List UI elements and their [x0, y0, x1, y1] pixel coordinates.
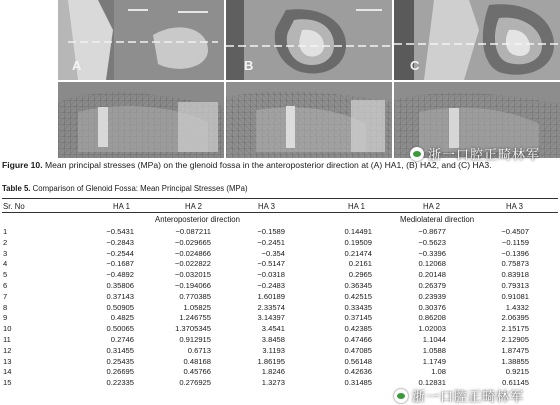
- stress-value: −0.8677: [418, 227, 446, 236]
- stress-value: 0.912915: [179, 335, 211, 344]
- stress-value: 0.20148: [418, 270, 446, 280]
- stress-value: 0.35806: [106, 281, 134, 290]
- stress-value: 2.15175: [501, 324, 529, 334]
- row-number: 4: [3, 259, 8, 269]
- stress-value: 0.23939: [418, 291, 446, 301]
- stress-value: 1.05825: [183, 302, 211, 312]
- table-row: [0, 238, 560, 248]
- figure-caption-text: Mean principal stresses (MPa) on the glenoid fossa in the anteroposterior direction at (A) HA1, (B) HA2, and (C) HA3.: [42, 160, 492, 170]
- panel-a-mesh: [58, 82, 224, 158]
- stress-value: 3.1193: [262, 345, 285, 355]
- stress-value: −0.2544: [106, 248, 134, 258]
- row-number: 11: [3, 335, 11, 344]
- wechat-icon: [394, 389, 408, 403]
- stress-value: 0.31485: [344, 378, 372, 388]
- table-label: Table 5.: [2, 184, 31, 193]
- row-number: 1: [3, 227, 8, 236]
- figure-caption: [2, 160, 558, 171]
- stress-value: 1.60189: [257, 291, 285, 301]
- table-row: [0, 292, 560, 302]
- stress-value: 0.56148: [344, 356, 372, 366]
- stress-value: 0.86208: [418, 313, 446, 323]
- header-ap-ha3: HA 3: [258, 202, 275, 211]
- table-row: [0, 259, 560, 269]
- stress-value: 3.8458: [261, 335, 285, 344]
- stress-value: −0.1589: [257, 227, 285, 236]
- stress-value: 0.12068: [418, 259, 446, 269]
- stress-value: 0.37145: [344, 313, 372, 323]
- stress-value: 0.45766: [183, 367, 211, 377]
- header-sr-no: Sr. No: [3, 202, 25, 211]
- stress-value: 1.02003: [418, 324, 446, 334]
- stress-value: 0.79313: [501, 281, 529, 290]
- stress-value: 3.14397: [257, 313, 285, 323]
- table-top-rule: [2, 198, 558, 199]
- watermark-bottom-text: 浙一口腔正畸林军: [412, 389, 525, 404]
- table-row: [0, 227, 560, 237]
- stress-value: −0.194066: [174, 281, 211, 290]
- table-row: [0, 281, 560, 291]
- table-row: [0, 367, 560, 377]
- panel-c-label: C: [410, 58, 420, 73]
- row-number: 8: [3, 302, 8, 312]
- stress-value: −0.5623: [418, 237, 446, 247]
- stress-value: 1.246755: [179, 313, 211, 323]
- stress-value: 2.12905: [501, 335, 529, 344]
- stress-value: 0.33435: [344, 302, 372, 312]
- stress-value: 1.08: [431, 367, 446, 377]
- table-row: [0, 357, 560, 367]
- table-title-text: Comparison of Glenoid Fossa: Mean Principal Stresses (MPa): [30, 184, 248, 193]
- stress-value: 0.30376: [418, 302, 446, 312]
- stress-value: 0.25435: [106, 356, 134, 366]
- table-row: [0, 335, 560, 345]
- stress-value: −0.1159: [501, 237, 529, 247]
- stress-value: 0.9215: [505, 367, 529, 377]
- stress-value: 0.6713: [187, 345, 211, 355]
- stress-value: 2.33574: [257, 302, 285, 312]
- stress-value: 1.8246: [261, 367, 285, 377]
- stress-value: 3.4541: [261, 324, 285, 334]
- header-ml-ha2: HA 2: [423, 202, 440, 211]
- row-number: 13: [3, 356, 12, 366]
- row-number: 9: [3, 313, 8, 323]
- row-number: 2: [3, 237, 8, 247]
- table-row: [0, 249, 560, 259]
- stress-value: −0.2843: [106, 237, 134, 247]
- panel-b-label: B: [244, 58, 254, 73]
- table-title: [2, 184, 248, 193]
- stress-value: 0.26379: [418, 281, 446, 290]
- stress-value: −0.087211: [175, 227, 211, 236]
- stress-value: 1.38855: [501, 356, 529, 366]
- stress-value: 1.0588: [422, 345, 446, 355]
- stress-value: 0.12831: [418, 378, 446, 388]
- stress-value: −0.4507: [501, 227, 529, 236]
- stress-value: 1.87475: [501, 345, 529, 355]
- stress-value: 0.14491: [344, 227, 372, 236]
- table-row: [0, 270, 560, 280]
- stress-value: 1.4332: [505, 302, 529, 312]
- stress-value: 0.2746: [110, 335, 134, 344]
- stress-value: 0.4825: [110, 313, 134, 323]
- stress-value: −0.5147: [257, 259, 285, 269]
- wechat-icon: [410, 147, 424, 161]
- stress-value: 0.37143: [106, 291, 134, 301]
- stress-value: 0.48168: [183, 356, 211, 366]
- stress-value: −0.2483: [257, 281, 285, 290]
- stress-value: −0.1396: [501, 248, 529, 258]
- stress-value: 0.42385: [344, 324, 372, 334]
- table-row: [0, 346, 560, 356]
- stress-value: 0.50065: [106, 324, 134, 334]
- stress-value: 0.770385: [179, 291, 211, 301]
- table-header-rule: [2, 212, 558, 213]
- figure-label: Figure 10.: [2, 160, 43, 170]
- stress-value: −0.022822: [174, 259, 211, 269]
- group-mediolateral: Mediolateral direction: [400, 215, 475, 224]
- panel-a-label: A: [72, 58, 82, 73]
- stress-value: −0.2451: [257, 237, 285, 247]
- stress-value: 1.3705345: [175, 324, 211, 334]
- stress-value: 0.2161: [348, 259, 372, 269]
- stress-value: 0.276925: [179, 378, 211, 388]
- row-number: 15: [3, 378, 12, 388]
- stress-value: 0.19509: [344, 237, 372, 247]
- stress-value: −0.029665: [174, 237, 211, 247]
- stress-value: −0.3396: [418, 248, 446, 258]
- header-ml-ha1: HA 1: [348, 202, 365, 211]
- stress-value: 0.22335: [106, 378, 134, 388]
- row-number: 14: [3, 367, 12, 377]
- stress-value: 0.26695: [106, 367, 134, 377]
- stress-value: 0.47466: [344, 335, 372, 344]
- stress-value: −0.5431: [106, 227, 134, 236]
- stress-value: 0.21474: [344, 248, 372, 258]
- stress-value: 0.61145: [502, 378, 529, 388]
- group-anteroposterior: Anteroposterior direction: [155, 215, 240, 224]
- stress-value: −0.0318: [257, 270, 285, 280]
- table-row: [0, 324, 560, 334]
- stress-value: −0.4892: [106, 270, 134, 280]
- stress-value: −0.032015: [174, 270, 211, 280]
- header-ap-ha2: HA 2: [185, 202, 202, 211]
- stress-value: 2.06395: [501, 313, 529, 323]
- stress-value: −0.024866: [174, 248, 211, 258]
- stress-value: 1.1044: [422, 335, 446, 344]
- table-row: [0, 313, 560, 323]
- panel-b-mesh: [226, 82, 392, 158]
- panel-a-contour: [58, 0, 224, 80]
- stress-value: 0.31455: [106, 345, 134, 355]
- figure-10: [58, 0, 560, 162]
- stress-value: 0.42636: [344, 367, 372, 377]
- stress-value: 1.1749: [422, 356, 446, 366]
- stress-value: −0.354: [261, 248, 285, 258]
- table-row: [0, 303, 560, 313]
- row-number: 7: [3, 291, 8, 301]
- header-ml-ha3: HA 3: [506, 202, 523, 211]
- header-ap-ha1: HA 1: [113, 202, 130, 211]
- stress-value: 0.50905: [106, 302, 134, 312]
- row-number: 3: [3, 248, 8, 258]
- watermark-text: 浙一口腔正畸林军: [428, 147, 541, 162]
- stress-value: −0.1687: [106, 259, 134, 269]
- stress-value: 1.3273: [261, 378, 285, 388]
- stress-value: 0.83918: [501, 270, 529, 280]
- stress-value: 0.47085: [344, 345, 372, 355]
- stress-value: 0.91081: [501, 291, 529, 301]
- row-number: 10: [3, 324, 12, 334]
- stress-value: 0.36345: [344, 281, 372, 290]
- stress-value: 1.86195: [257, 356, 285, 366]
- stress-value: 0.42515: [344, 291, 372, 301]
- row-number: 5: [3, 270, 8, 280]
- watermark-bottom: [394, 386, 524, 405]
- stress-value: 0.2965: [348, 270, 372, 280]
- stress-value: 0.75873: [501, 259, 529, 269]
- row-number: 12: [3, 345, 12, 355]
- row-number: 6: [3, 281, 8, 290]
